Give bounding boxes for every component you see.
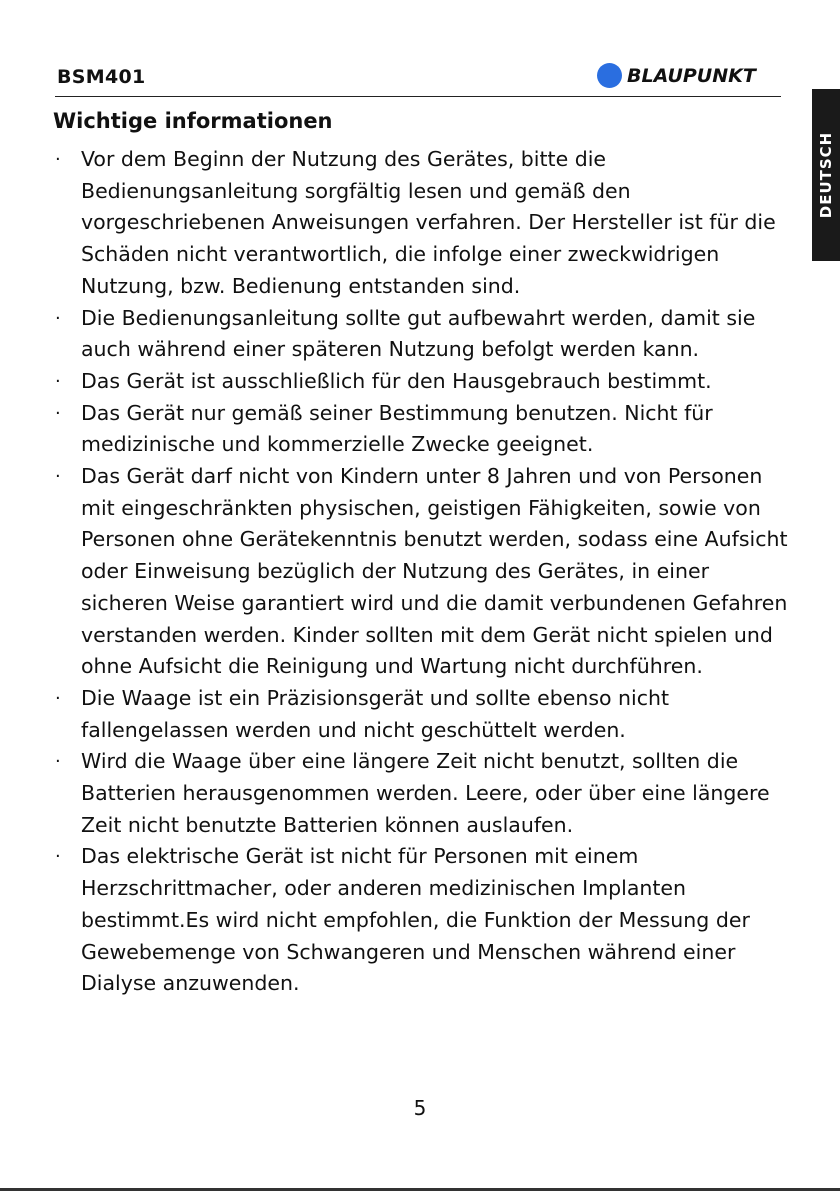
bullet-icon: · <box>55 751 61 773</box>
list-item-text: Die Waage ist ein Präzisionsgerät und sollte ebenso nicht fallengelassen werden und nicht geschüttelt werden. <box>81 685 670 742</box>
brand-name: BLAUPUNKT <box>627 64 756 87</box>
language-tab-label: DEUTSCH <box>817 131 836 219</box>
brand-logo <box>597 63 756 88</box>
list-item <box>55 366 790 398</box>
list-item-text: Das Gerät ist ausschließlich für den Hausgebrauch bestimmt. <box>81 368 712 393</box>
bullet-icon: · <box>55 402 61 424</box>
language-tab-label-wrap <box>812 89 840 261</box>
list-item <box>55 841 790 1000</box>
list-item <box>55 144 790 303</box>
bullet-icon: · <box>55 466 61 488</box>
bottom-rule <box>0 1188 840 1191</box>
page-number: 5 <box>413 1096 427 1120</box>
bullet-icon: · <box>55 149 61 170</box>
list-item <box>55 461 790 683</box>
list-item <box>55 398 790 461</box>
list-item-text: Das Gerät nur gemäß seiner Bestimmung benutzen. Nicht für medizinische und kommerzielle Zwecke geeignet. <box>81 400 713 457</box>
bullet-icon: · <box>55 687 61 709</box>
list-item-text: Wird die Waage über eine längere Zeit nicht benutzt, sollten die Batterien herausgenommen werden. Leere, oder über eine längere Zeit nicht benutzte Batterien können auslaufen. <box>81 749 770 837</box>
list-item-text: Die Bedienungsanleitung sollte gut aufbewahrt werden, damit sie auch während einer späteren Nutzung befolgt werden kann. <box>81 305 756 362</box>
section-title: Wichtige informationen <box>53 109 333 133</box>
list-item <box>55 683 790 746</box>
list-item <box>55 303 790 366</box>
info-list <box>55 144 790 1000</box>
list-item <box>55 746 790 841</box>
bullet-icon: · <box>55 370 61 392</box>
header-rule <box>55 96 781 97</box>
brand-dot-icon <box>597 63 622 88</box>
header-model: BSM401 <box>57 66 146 88</box>
list-item-text: Das elektrische Gerät ist nicht für Personen mit einem Herzschrittmacher, oder anderen medizinischen Implanten bestimmt.Es wird nicht empfohlen, die Funktion der Messung der Gewebemenge von Schwangeren und Menschen während einer Dialyse anzuwenden. <box>81 844 750 996</box>
list-item-text: Das Gerät darf nicht von Kindern unter 8 Jahren und von Personen mit eingeschränkten physischen, geistigen Fähigkeiten, sowie von Personen ohne Gerätekenntnis benutzt werden, sodass eine Aufsicht oder Einweisung bezüglich der Nutzung des Gerätes, in einer sicheren Weise garantiert wird und die damit verbundenen Gefahren verstanden werden. Kinder sollten mit dem Gerät nicht spielen und ohne Aufsicht die Reinigung und Wartung nicht durchführen. <box>81 464 788 679</box>
bullet-icon: · <box>55 846 61 868</box>
bullet-icon: · <box>55 307 61 329</box>
list-item-text: Vor dem Beginn der Nutzung des Gerätes, bitte die Bedienungsanleitung sorgfältig lesen und gemäß den vorgeschriebenen Anweisungen verfahren. Der Hersteller ist für die Schäden nicht verantwortlich, die infolge einer zweckwidrigen Nutzung, bzw. Bedienung entstanden sind. <box>81 147 776 298</box>
